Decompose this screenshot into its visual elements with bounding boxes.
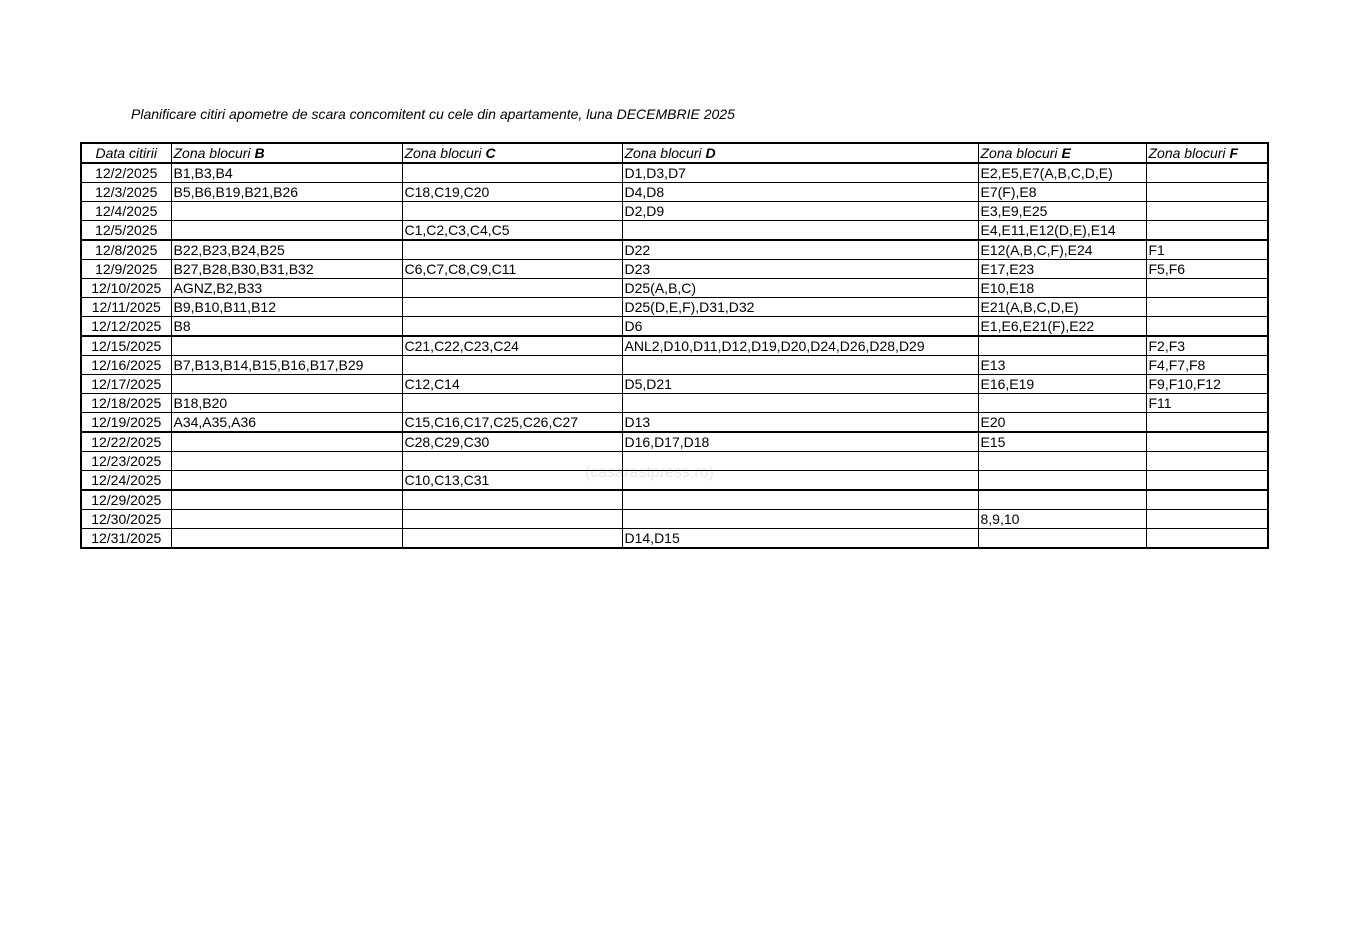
cell-zone-b xyxy=(171,471,402,491)
cell-date: 12/4/2025 xyxy=(81,202,171,221)
cell-zone-e xyxy=(978,490,1146,510)
cell-date: 12/29/2025 xyxy=(81,490,171,510)
cell-zone-d: D13 xyxy=(622,413,978,433)
cell-zone-d xyxy=(622,510,978,529)
table-row xyxy=(81,471,1268,491)
cell-zone-e xyxy=(978,336,1146,356)
table-row xyxy=(81,394,1268,413)
header-zone-prefix: Zona blocuri xyxy=(624,145,702,161)
table-row xyxy=(81,490,1268,510)
cell-date: 12/15/2025 xyxy=(81,336,171,356)
header-zone-d xyxy=(622,143,978,163)
table-row xyxy=(81,375,1268,394)
watermark-text: (casarastpress.ro) xyxy=(585,464,714,481)
cell-zone-c xyxy=(402,529,622,549)
cell-date: 12/8/2025 xyxy=(81,240,171,260)
cell-zone-d: D22 xyxy=(622,240,978,260)
cell-zone-b: B5,B6,B19,B21,B26 xyxy=(171,183,402,202)
cell-zone-e: E21(A,B,C,D,E) xyxy=(978,298,1146,317)
table-row xyxy=(81,529,1268,549)
cell-zone-b: B8 xyxy=(171,317,402,337)
cell-zone-c: C12,C14 xyxy=(402,375,622,394)
cell-date: 12/12/2025 xyxy=(81,317,171,337)
cell-zone-c: C21,C22,C23,C24 xyxy=(402,336,622,356)
cell-zone-c xyxy=(402,452,622,471)
header-zone-prefix: Zona blocuri xyxy=(404,145,482,161)
cell-zone-d xyxy=(622,452,978,471)
cell-zone-b xyxy=(171,221,402,241)
cell-zone-d: D14,D15 xyxy=(622,529,978,549)
cell-zone-b: B7,B13,B14,B15,B16,B17,B29 xyxy=(171,356,402,375)
cell-zone-f xyxy=(1146,490,1268,510)
cell-zone-b: B1,B3,B4 xyxy=(171,163,402,183)
header-zone-prefix: Zona blocuri xyxy=(980,145,1058,161)
cell-zone-e: E3,E9,E25 xyxy=(978,202,1146,221)
reading-schedule-table xyxy=(80,142,1269,549)
cell-zone-f xyxy=(1146,183,1268,202)
header-zone-c xyxy=(402,143,622,163)
cell-date: 12/30/2025 xyxy=(81,510,171,529)
cell-zone-e: E20 xyxy=(978,413,1146,433)
cell-zone-d: D16,D17,D18 xyxy=(622,432,978,452)
header-zone-b xyxy=(171,143,402,163)
cell-zone-d xyxy=(622,356,978,375)
cell-zone-e: E15 xyxy=(978,432,1146,452)
cell-zone-f: F5,F6 xyxy=(1146,260,1268,279)
cell-zone-b: B22,B23,B24,B25 xyxy=(171,240,402,260)
cell-zone-b xyxy=(171,336,402,356)
cell-zone-f xyxy=(1146,317,1268,337)
table-row xyxy=(81,163,1268,183)
cell-zone-c: C10,C13,C31 xyxy=(402,471,622,491)
cell-zone-d: D6 xyxy=(622,317,978,337)
cell-zone-f xyxy=(1146,163,1268,183)
cell-zone-c xyxy=(402,298,622,317)
table-row xyxy=(81,221,1268,241)
cell-zone-d: D1,D3,D7 xyxy=(622,163,978,183)
header-zone-prefix: Zona blocuri xyxy=(173,145,251,161)
cell-zone-f: F1 xyxy=(1146,240,1268,260)
cell-zone-f: F2,F3 xyxy=(1146,336,1268,356)
cell-zone-b xyxy=(171,490,402,510)
table-row xyxy=(81,240,1268,260)
cell-zone-b: AGNZ,B2,B33 xyxy=(171,279,402,298)
table-row xyxy=(81,183,1268,202)
cell-date: 12/18/2025 xyxy=(81,394,171,413)
cell-zone-c: C18,C19,C20 xyxy=(402,183,622,202)
cell-zone-c xyxy=(402,202,622,221)
cell-zone-f: F11 xyxy=(1146,394,1268,413)
header-row xyxy=(81,143,1268,163)
header-zone-letter: D xyxy=(705,145,716,161)
cell-zone-b: B27,B28,B30,B31,B32 xyxy=(171,260,402,279)
cell-date: 12/5/2025 xyxy=(81,221,171,241)
header-zone-letter: C xyxy=(485,145,496,161)
table-row xyxy=(81,413,1268,433)
cell-zone-c xyxy=(402,279,622,298)
cell-zone-f xyxy=(1146,529,1268,549)
cell-zone-f xyxy=(1146,471,1268,491)
cell-zone-b: A34,A35,A36 xyxy=(171,413,402,433)
cell-zone-d: D5,D21 xyxy=(622,375,978,394)
cell-zone-e xyxy=(978,471,1146,491)
cell-zone-d: D25(D,E,F),D31,D32 xyxy=(622,298,978,317)
cell-zone-f xyxy=(1146,452,1268,471)
cell-zone-b: B9,B10,B11,B12 xyxy=(171,298,402,317)
table-row xyxy=(81,336,1268,356)
cell-zone-e xyxy=(978,529,1146,549)
cell-zone-e: E13 xyxy=(978,356,1146,375)
cell-zone-b xyxy=(171,202,402,221)
cell-zone-b xyxy=(171,452,402,471)
cell-zone-c: C6,C7,C8,C9,C11 xyxy=(402,260,622,279)
header-zone-e xyxy=(978,143,1146,163)
cell-zone-b: B18,B20 xyxy=(171,394,402,413)
cell-zone-f: F9,F10,F12 xyxy=(1146,375,1268,394)
document-title: Planificare citiri apometre de scara concomitent cu cele din apartamente, luna DECEMBRIE 2025 xyxy=(131,106,735,122)
cell-zone-c xyxy=(402,356,622,375)
table-row xyxy=(81,510,1268,529)
cell-zone-e: E12(A,B,C,F),E24 xyxy=(978,240,1146,260)
table-body xyxy=(81,163,1268,548)
cell-zone-c xyxy=(402,317,622,337)
table-row xyxy=(81,452,1268,471)
header-zone-letter: E xyxy=(1061,145,1071,161)
cell-zone-d: D4,D8 xyxy=(622,183,978,202)
cell-date: 12/19/2025 xyxy=(81,413,171,433)
cell-zone-c xyxy=(402,510,622,529)
cell-date: 12/16/2025 xyxy=(81,356,171,375)
cell-zone-d xyxy=(622,221,978,241)
table-row xyxy=(81,279,1268,298)
table-row xyxy=(81,317,1268,337)
cell-zone-f xyxy=(1146,202,1268,221)
cell-zone-e xyxy=(978,394,1146,413)
cell-zone-d xyxy=(622,394,978,413)
cell-zone-e: E10,E18 xyxy=(978,279,1146,298)
cell-zone-f xyxy=(1146,279,1268,298)
cell-zone-e: E7(F),E8 xyxy=(978,183,1146,202)
cell-date: 12/3/2025 xyxy=(81,183,171,202)
cell-date: 12/23/2025 xyxy=(81,452,171,471)
cell-zone-f xyxy=(1146,510,1268,529)
cell-zone-c: C1,C2,C3,C4,C5 xyxy=(402,221,622,241)
cell-date: 12/9/2025 xyxy=(81,260,171,279)
cell-zone-f xyxy=(1146,298,1268,317)
table-row xyxy=(81,202,1268,221)
cell-zone-c xyxy=(402,394,622,413)
cell-date: 12/24/2025 xyxy=(81,471,171,491)
cell-zone-d: D25(A,B,C) xyxy=(622,279,978,298)
cell-date: 12/31/2025 xyxy=(81,529,171,549)
cell-zone-b xyxy=(171,510,402,529)
cell-date: 12/17/2025 xyxy=(81,375,171,394)
cell-date: 12/22/2025 xyxy=(81,432,171,452)
cell-zone-f xyxy=(1146,413,1268,433)
cell-zone-b xyxy=(171,432,402,452)
header-zone-f xyxy=(1146,143,1268,163)
cell-zone-b xyxy=(171,375,402,394)
cell-zone-c xyxy=(402,240,622,260)
cell-zone-e: E2,E5,E7(A,B,C,D,E) xyxy=(978,163,1146,183)
cell-zone-e: 8,9,10 xyxy=(978,510,1146,529)
header-zone-letter: B xyxy=(254,145,265,161)
cell-zone-c: C28,C29,C30 xyxy=(402,432,622,452)
cell-zone-c xyxy=(402,490,622,510)
cell-zone-d: D23 xyxy=(622,260,978,279)
cell-zone-f xyxy=(1146,221,1268,241)
cell-zone-e: E16,E19 xyxy=(978,375,1146,394)
cell-date: 12/2/2025 xyxy=(81,163,171,183)
header-zone-prefix: Zona blocuri xyxy=(1148,145,1226,161)
cell-zone-f: F4,F7,F8 xyxy=(1146,356,1268,375)
cell-zone-b xyxy=(171,529,402,549)
cell-zone-e: E1,E6,E21(F),E22 xyxy=(978,317,1146,337)
table-row xyxy=(81,356,1268,375)
cell-zone-e xyxy=(978,452,1146,471)
table-row xyxy=(81,432,1268,452)
header-date: Data citirii xyxy=(81,143,171,163)
table-row xyxy=(81,298,1268,317)
header-zone-letter: F xyxy=(1229,145,1239,161)
cell-zone-c: C15,C16,C17,C25,C26,C27 xyxy=(402,413,622,433)
cell-zone-d xyxy=(622,471,978,491)
cell-date: 12/11/2025 xyxy=(81,298,171,317)
cell-zone-d: ANL2,D10,D11,D12,D19,D20,D24,D26,D28,D29 xyxy=(622,336,978,356)
table-row xyxy=(81,260,1268,279)
cell-zone-d xyxy=(622,490,978,510)
table-header xyxy=(81,143,1268,163)
cell-zone-c xyxy=(402,163,622,183)
cell-zone-e: E17,E23 xyxy=(978,260,1146,279)
cell-date: 12/10/2025 xyxy=(81,279,171,298)
cell-zone-d: D2,D9 xyxy=(622,202,978,221)
cell-zone-f xyxy=(1146,432,1268,452)
cell-zone-e: E4,E11,E12(D,E),E14 xyxy=(978,221,1146,241)
